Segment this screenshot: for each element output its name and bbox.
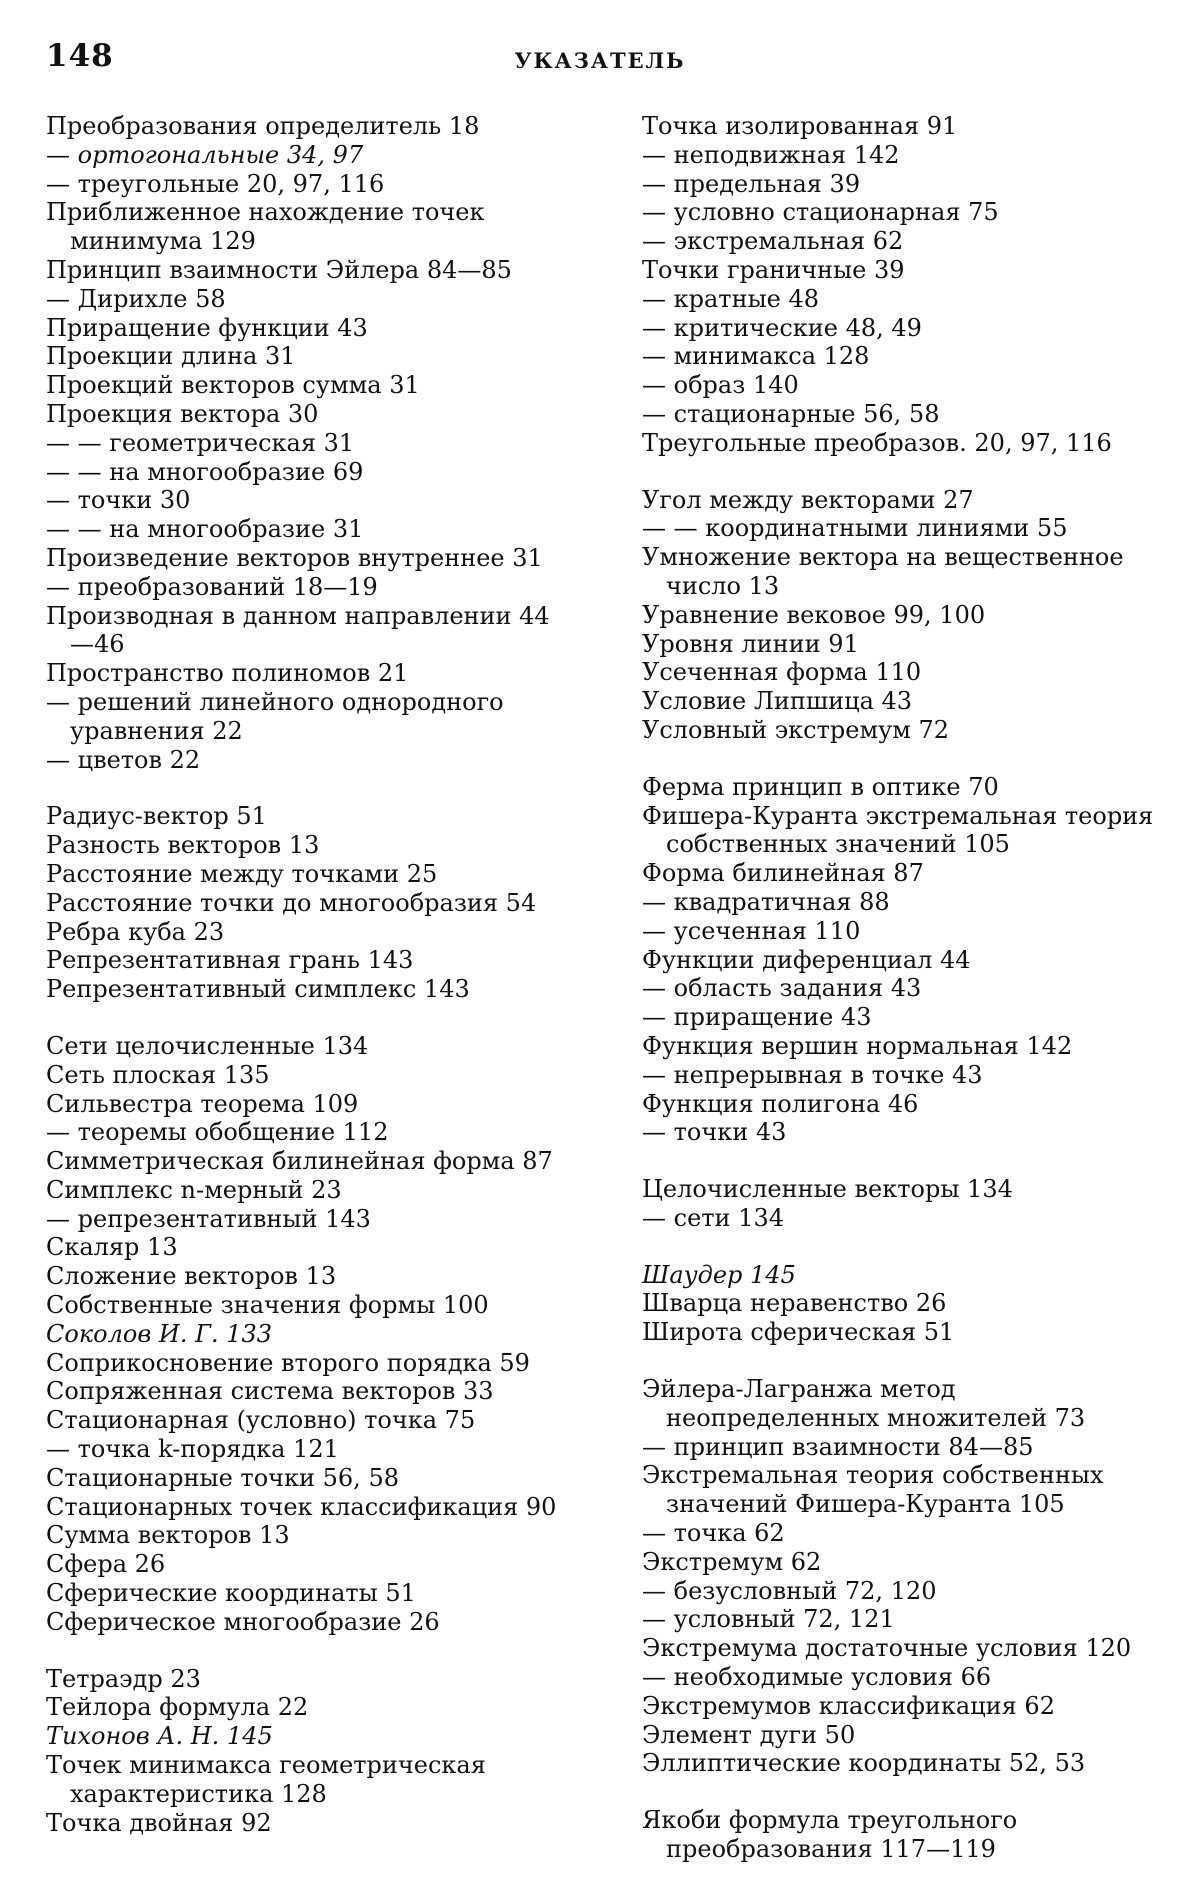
index-entry: Разность векторов 13 [46,831,320,860]
index-entry: Функция вершин нормальная 142 [642,1031,1073,1060]
index-entry: Экстремума достаточные условия 120 [642,1634,1132,1663]
index-entry: — репрезентативный 143 [46,1204,371,1233]
index-entry: Условие Липшица 43 [642,687,913,716]
index-entry: — безусловный 72, 120 [642,1576,937,1605]
index-entry: — точки 30 [46,486,191,515]
running-head: УКАЗАТЕЛЬ [514,48,686,73]
index-entry: Стационарные точки 56, 58 [46,1463,399,1492]
index-entry: — точки 43 [642,1118,787,1147]
index-entry: Тейлора формула 22 [46,1693,309,1722]
index-entry: — область задания 43 [642,974,922,1003]
index-entry: Экстремум 62 [642,1547,822,1576]
index-entry: Расстояние между точками 25 [46,859,438,888]
index-entry: — квадратичная 88 [642,887,890,916]
index-entry: Проекция вектора 30 [46,399,319,428]
index-entry: Сильвестра теорема 109 [46,1089,359,1118]
index-entry: Умножение вектора на вещественное число 13 [642,543,1124,600]
index-entry: Ребра куба 23 [46,917,225,946]
index-entry: — необходимые условия 66 [642,1663,992,1692]
index-entry: — условный 72, 121 [642,1605,895,1634]
index-entry: — — на многообразие 31 [46,515,364,544]
index-entry: Проекций векторов сумма 31 [46,371,420,400]
index-entry: Преобразования определитель 18 [46,112,480,140]
index-entry: — преобразований 18—19 [46,572,378,601]
index-entry: Уравнение вековое 99, 100 [642,600,986,629]
index-entry: — критические 48, 49 [642,313,922,342]
index-entry: Симметрическая билинейная форма 87 [46,1147,553,1176]
index-entry: — точка 62 [642,1519,785,1548]
index-entry: Радиус-вектор 51 [46,802,267,831]
index-entry: Принцип взаимности Эйлера 84—85 [46,255,512,284]
index-entry: — образ 140 [642,371,799,400]
index-entry: Сложение векторов 13 [46,1262,337,1291]
index-entry: Функция полигона 46 [642,1089,919,1118]
index-entry: Производная в данном направлении 44—46 [46,601,550,659]
index-entry: — непрерывная в точке 43 [642,1060,983,1089]
index-entry: Соприкосновение второго порядка 59 [46,1348,530,1377]
index-entry: Стационарных точек классификация 90 [46,1492,557,1521]
index-entry: Приближенное нахождение точек минимума 129 [46,198,485,256]
index-entry: Приращение функции 43 [46,313,368,342]
index-entry: — Дирихле 58 [46,284,226,313]
index-entry: Широта сферическая 51 [642,1318,955,1347]
index-entry: Репрезентативный симплекс 143 [46,975,470,1004]
index-entry: — цветов 22 [46,745,201,774]
index-entry: Шаудер 145 [642,1260,796,1289]
index-entry: Условный экстремум 72 [642,715,950,744]
index-entry: Усеченная форма 110 [642,658,922,687]
index-entry: Сумма векторов 13 [46,1521,290,1550]
index-entry: — теоремы обобщение 112 [46,1118,389,1147]
index-entry: Сеть плоская 135 [46,1060,270,1089]
index-entry: Экстремумов классификация 62 [642,1691,1055,1720]
index-entry: Проекции длина 31 [46,342,296,371]
index-entry: Репрезентативная грань 143 [46,946,414,975]
index-entry: Экстремальная теория собственных значений Фишера-Куранта 105 [642,1461,1104,1519]
index-entry: — сети 134 [642,1203,784,1232]
index-entry: Эйлера-Лагранжа метод неопределенных множителей 73 [642,1375,1086,1432]
index-entry: — условно стационарная 75 [642,198,999,227]
index-entry: Сети целочисленные 134 [46,1031,369,1060]
index-entry: — точка k-порядка 121 [46,1435,339,1464]
index-entry: — — координатными линиями 55 [642,514,1068,543]
index-entry: Точек минимакса геометрическая характеристика 128 [46,1751,486,1808]
index-entry: Собственные значения формы 100 [46,1291,489,1320]
index-column-left [46,112,571,1837]
index-entry: — приращение 43 [642,1003,872,1032]
index-entry: Уровня линии 91 [642,629,859,658]
index-entry: Симплекс n-мерный 23 [46,1175,342,1204]
index-entry: — минимакса 128 [642,342,870,371]
index-entry: Стационарная (условно) точка 75 [46,1406,476,1435]
index-entry: Функции диференциал 44 [642,945,971,974]
index-entry: Сферические координаты 51 [46,1579,416,1608]
index-entry: Тетраэдр 23 [46,1664,201,1693]
index-entry: — кратные 48 [642,284,820,313]
index-entry: Элемент дуги 50 [642,1720,856,1749]
index-entry: Сферическое многообразие 26 [46,1607,440,1636]
index-entry: Сфера 26 [46,1550,166,1579]
index-entry: Треугольные преобразов. 20, 97, 116 [642,428,1112,457]
index-entry: Точка двойная 92 [46,1808,272,1837]
index-entry: Скаляр 13 [46,1233,178,1262]
index-entry: Расстояние точки до многообразия 54 [46,888,537,917]
index-entry: — усеченная 110 [642,916,861,945]
index-column-right [642,112,1162,1864]
index-entry: Фишера-Куранта экстремальная теория собственных значений 105 [642,801,1154,859]
index-entry: — — на многообразие 69 [46,457,364,486]
index-entry: Тихонов А. Н. 145 [46,1722,273,1751]
index-entry: Угол между векторами 27 [642,485,974,514]
index-entry: — ортогональные 34, 97 [46,140,364,169]
index-entry: Ферма принцип в оптике 70 [642,772,999,801]
index-entry: Шварца неравенство 26 [642,1289,947,1318]
index-entry: — предельная 39 [642,169,861,198]
page-number: 148 [46,38,114,74]
index-entry: Форма билинейная 87 [642,859,924,888]
index-entry: — треугольные 20, 97, 116 [46,169,385,198]
index-entry: Целочисленные векторы 134 [642,1175,1013,1204]
index-entry: — решений линейного однородного уравнения 22 [46,687,504,745]
index-entry: Якоби формула треугольного преобразования 117—119 [642,1806,1018,1864]
index-entry: Произведение векторов внутреннее 31 [46,543,543,572]
index-entry: — стационарные 56, 58 [642,399,940,428]
index-entry: Соколов И. Г. 133 [46,1319,273,1348]
index-entry: Точки граничные 39 [642,255,905,284]
index-entry: Пространство полиномов 21 [46,659,409,688]
index-entry: Точка изолированная 91 [642,112,958,140]
index-entry: Эллиптические координаты 52, 53 [642,1749,1086,1778]
index-entry: — неподвижная 142 [642,140,900,169]
index-entry: Сопряженная система векторов 33 [46,1377,494,1406]
index-entry: — — геометрическая 31 [46,428,355,457]
index-entry: — принцип взаимности 84—85 [642,1432,1034,1461]
index-entry: — экстремальная 62 [642,227,904,256]
